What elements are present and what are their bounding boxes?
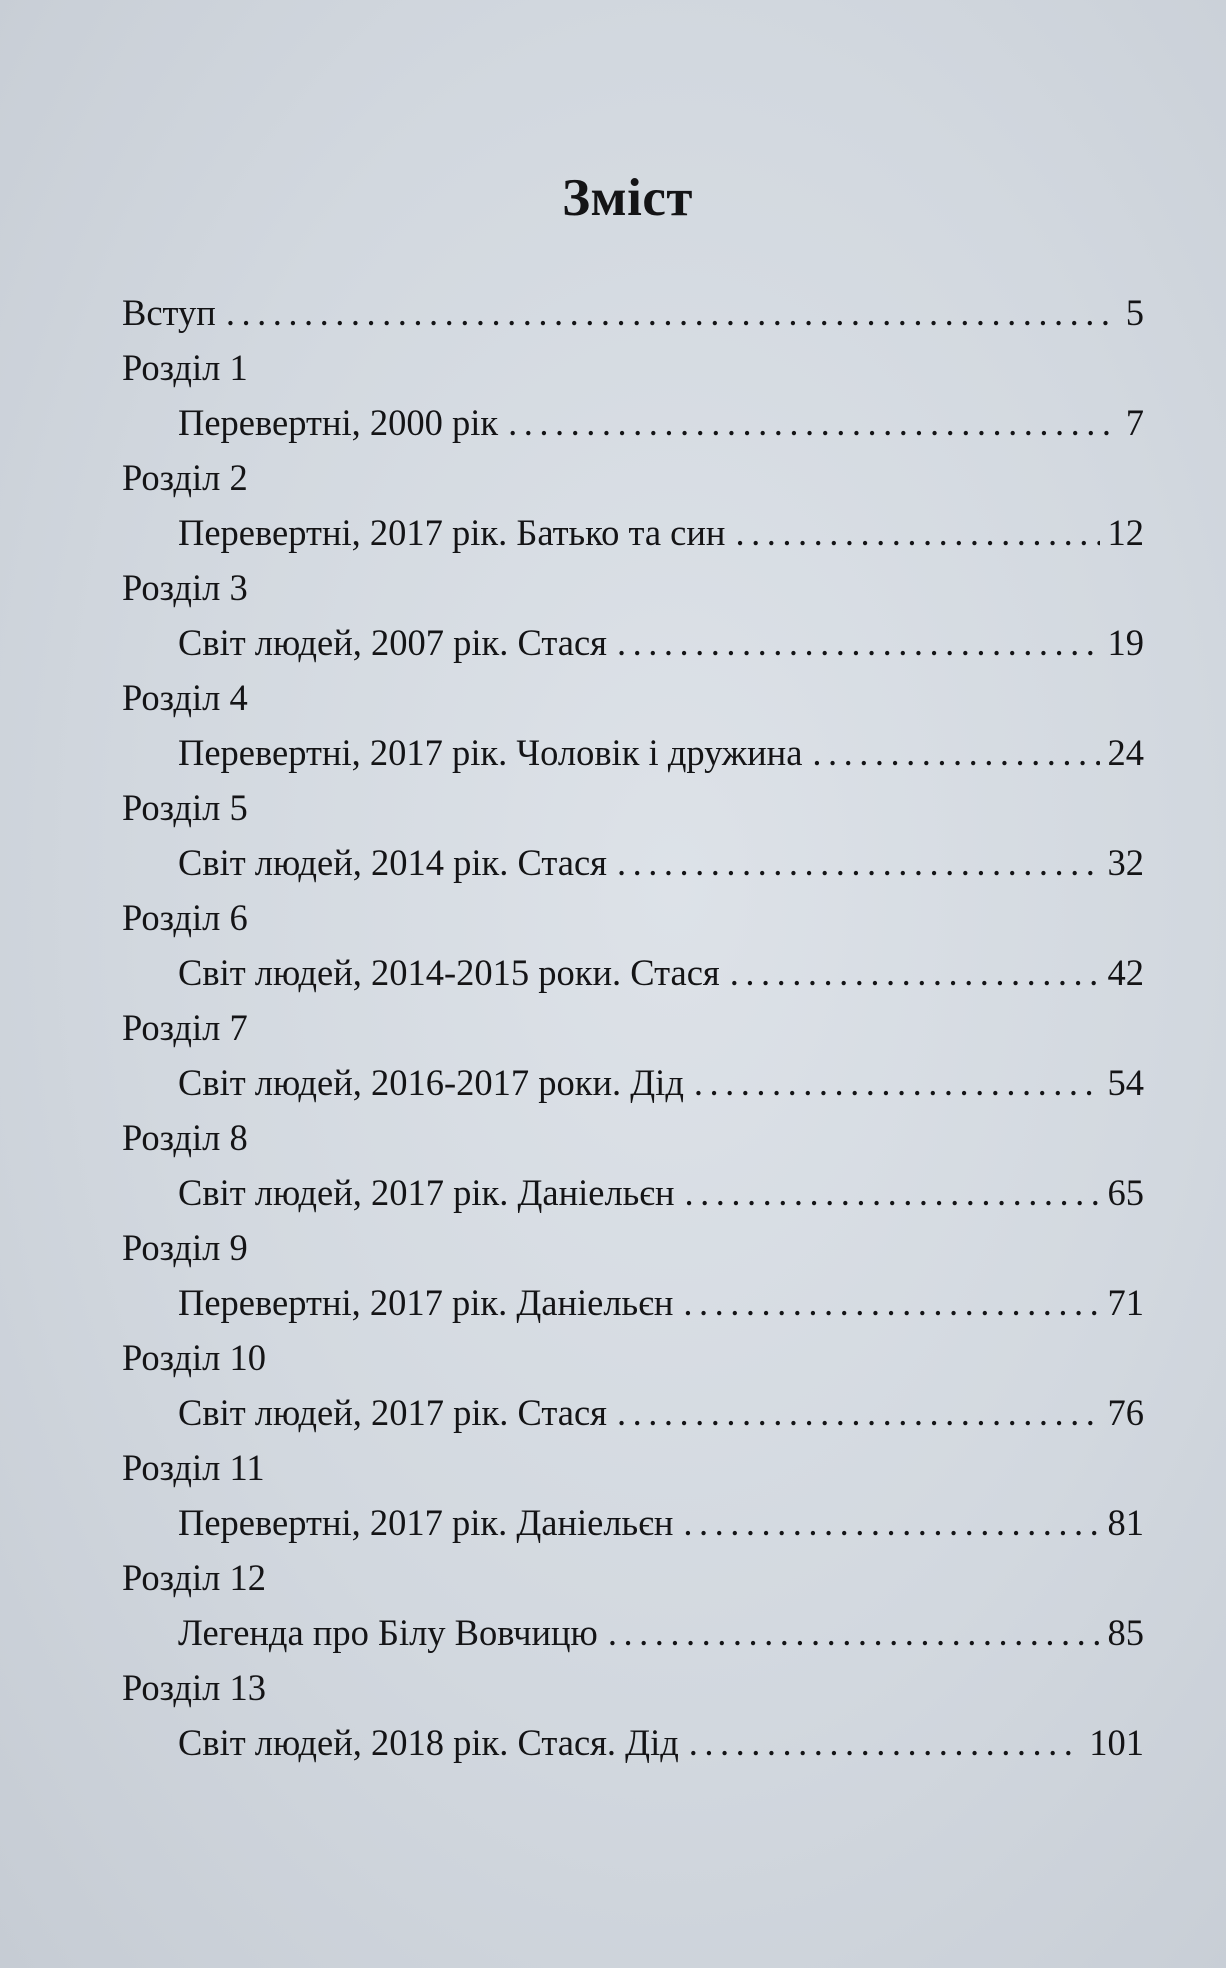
toc-entry-title: Перевертні, 2017 рік. Батько та син bbox=[178, 512, 726, 553]
toc-entry bbox=[122, 1165, 1144, 1220]
toc-chapter-label: Розділ 6 bbox=[122, 897, 248, 938]
toc-page-number: 71 bbox=[1107, 1282, 1144, 1323]
dot-leader bbox=[683, 1495, 1099, 1550]
toc-chapter-heading bbox=[122, 890, 1144, 945]
dot-leader bbox=[226, 285, 1118, 340]
toc-chapter-heading bbox=[122, 670, 1144, 725]
toc-page-number: 76 bbox=[1107, 1392, 1144, 1433]
toc-chapter-heading bbox=[122, 1660, 1144, 1715]
dot-leader bbox=[617, 615, 1100, 670]
toc-page-number: 19 bbox=[1107, 622, 1144, 663]
toc-entry-title: Світ людей, 2016-2017 роки. Дід bbox=[178, 1062, 684, 1103]
toc-entry bbox=[122, 1495, 1144, 1550]
toc-page-number: 32 bbox=[1107, 842, 1144, 883]
dot-leader bbox=[812, 725, 1099, 780]
toc-chapter-heading bbox=[122, 560, 1144, 615]
toc-entry-title: Перевертні, 2017 рік. Даніельєн bbox=[178, 1502, 674, 1543]
toc-chapter-label: Розділ 13 bbox=[122, 1667, 266, 1708]
toc-page-number: 81 bbox=[1107, 1502, 1144, 1543]
toc-entry bbox=[122, 505, 1144, 560]
toc-entry-title: Світ людей, 2017 рік. Стася bbox=[178, 1392, 607, 1433]
toc-page-number: 65 bbox=[1107, 1172, 1144, 1213]
chapter-list bbox=[122, 340, 1144, 1770]
toc-entry-title: Світ людей, 2014-2015 роки. Стася bbox=[178, 952, 720, 993]
toc-chapter-heading bbox=[122, 1550, 1144, 1605]
toc-entry-title: Перевертні, 2017 рік. Чоловік і дружина bbox=[178, 732, 803, 773]
toc-chapter-label: Розділ 2 bbox=[122, 457, 248, 498]
toc-entry bbox=[122, 1275, 1144, 1330]
toc-chapter-label: Розділ 4 bbox=[122, 677, 248, 718]
dot-leader bbox=[617, 835, 1100, 890]
toc-entry-title: Легенда про Білу Вовчицю bbox=[178, 1612, 598, 1653]
toc-chapter-label: Розділ 12 bbox=[122, 1557, 266, 1598]
dot-leader bbox=[685, 1165, 1100, 1220]
toc-entry bbox=[122, 725, 1144, 780]
toc-chapter-label: Розділ 3 bbox=[122, 567, 248, 608]
toc-entry bbox=[122, 1385, 1144, 1440]
toc-chapter-heading bbox=[122, 1220, 1144, 1275]
toc-page-number: 24 bbox=[1107, 732, 1144, 773]
toc-entry bbox=[122, 1055, 1144, 1110]
dot-leader bbox=[683, 1275, 1099, 1330]
dot-leader bbox=[689, 1715, 1081, 1770]
dot-leader bbox=[735, 505, 1099, 560]
dot-leader bbox=[508, 395, 1118, 450]
toc-chapter-heading bbox=[122, 1110, 1144, 1165]
toc-page-number: 5 bbox=[1125, 292, 1144, 333]
toc-entry bbox=[122, 835, 1144, 890]
toc-chapter-heading bbox=[122, 340, 1144, 395]
dot-leader bbox=[694, 1055, 1100, 1110]
toc-chapter-label: Розділ 7 bbox=[122, 1007, 248, 1048]
toc-entry bbox=[122, 945, 1144, 1000]
toc-entry bbox=[122, 395, 1144, 450]
toc-entry-title: Перевертні, 2000 рік bbox=[178, 402, 499, 443]
toc-chapter-label: Розділ 9 bbox=[122, 1227, 248, 1268]
toc-entry bbox=[122, 615, 1144, 670]
toc-entry-intro bbox=[122, 285, 1144, 340]
toc-chapter-label: Розділ 8 bbox=[122, 1117, 248, 1158]
toc-chapter-label: Розділ 5 bbox=[122, 787, 248, 828]
toc-entry bbox=[122, 1605, 1144, 1660]
toc-chapter-heading bbox=[122, 1000, 1144, 1055]
toc-page-number: 7 bbox=[1125, 402, 1144, 443]
toc-entry-title: Світ людей, 2017 рік. Даніельєн bbox=[178, 1172, 675, 1213]
toc-entry-label: Вступ bbox=[122, 292, 216, 333]
toc-entry-title: Світ людей, 2014 рік. Стася bbox=[178, 842, 607, 883]
toc-chapter-label: Розділ 1 bbox=[122, 347, 248, 388]
toc-page-number: 101 bbox=[1089, 1722, 1144, 1763]
page-title: Зміст bbox=[562, 169, 693, 227]
toc-chapter-label: Розділ 10 bbox=[122, 1337, 266, 1378]
toc-entry bbox=[122, 1715, 1144, 1770]
toc-page-number: 42 bbox=[1107, 952, 1144, 993]
dot-leader bbox=[617, 1385, 1100, 1440]
toc-page-number: 85 bbox=[1107, 1612, 1144, 1653]
toc-page-number: 12 bbox=[1107, 512, 1144, 553]
toc-chapter-label: Розділ 11 bbox=[122, 1447, 265, 1488]
toc-entry-title: Світ людей, 2007 рік. Стася bbox=[178, 622, 607, 663]
toc-chapter-heading bbox=[122, 1330, 1144, 1385]
toc-entry-title: Перевертні, 2017 рік. Даніельєн bbox=[178, 1282, 674, 1323]
toc-page-number: 54 bbox=[1107, 1062, 1144, 1103]
dot-leader bbox=[730, 945, 1100, 1000]
toc-entry-title: Світ людей, 2018 рік. Стася. Дід bbox=[178, 1722, 679, 1763]
dot-leader bbox=[608, 1605, 1100, 1660]
toc-chapter-heading bbox=[122, 450, 1144, 505]
table-of-contents bbox=[122, 285, 1144, 1770]
toc-chapter-heading bbox=[122, 780, 1144, 835]
toc-chapter-heading bbox=[122, 1440, 1144, 1495]
